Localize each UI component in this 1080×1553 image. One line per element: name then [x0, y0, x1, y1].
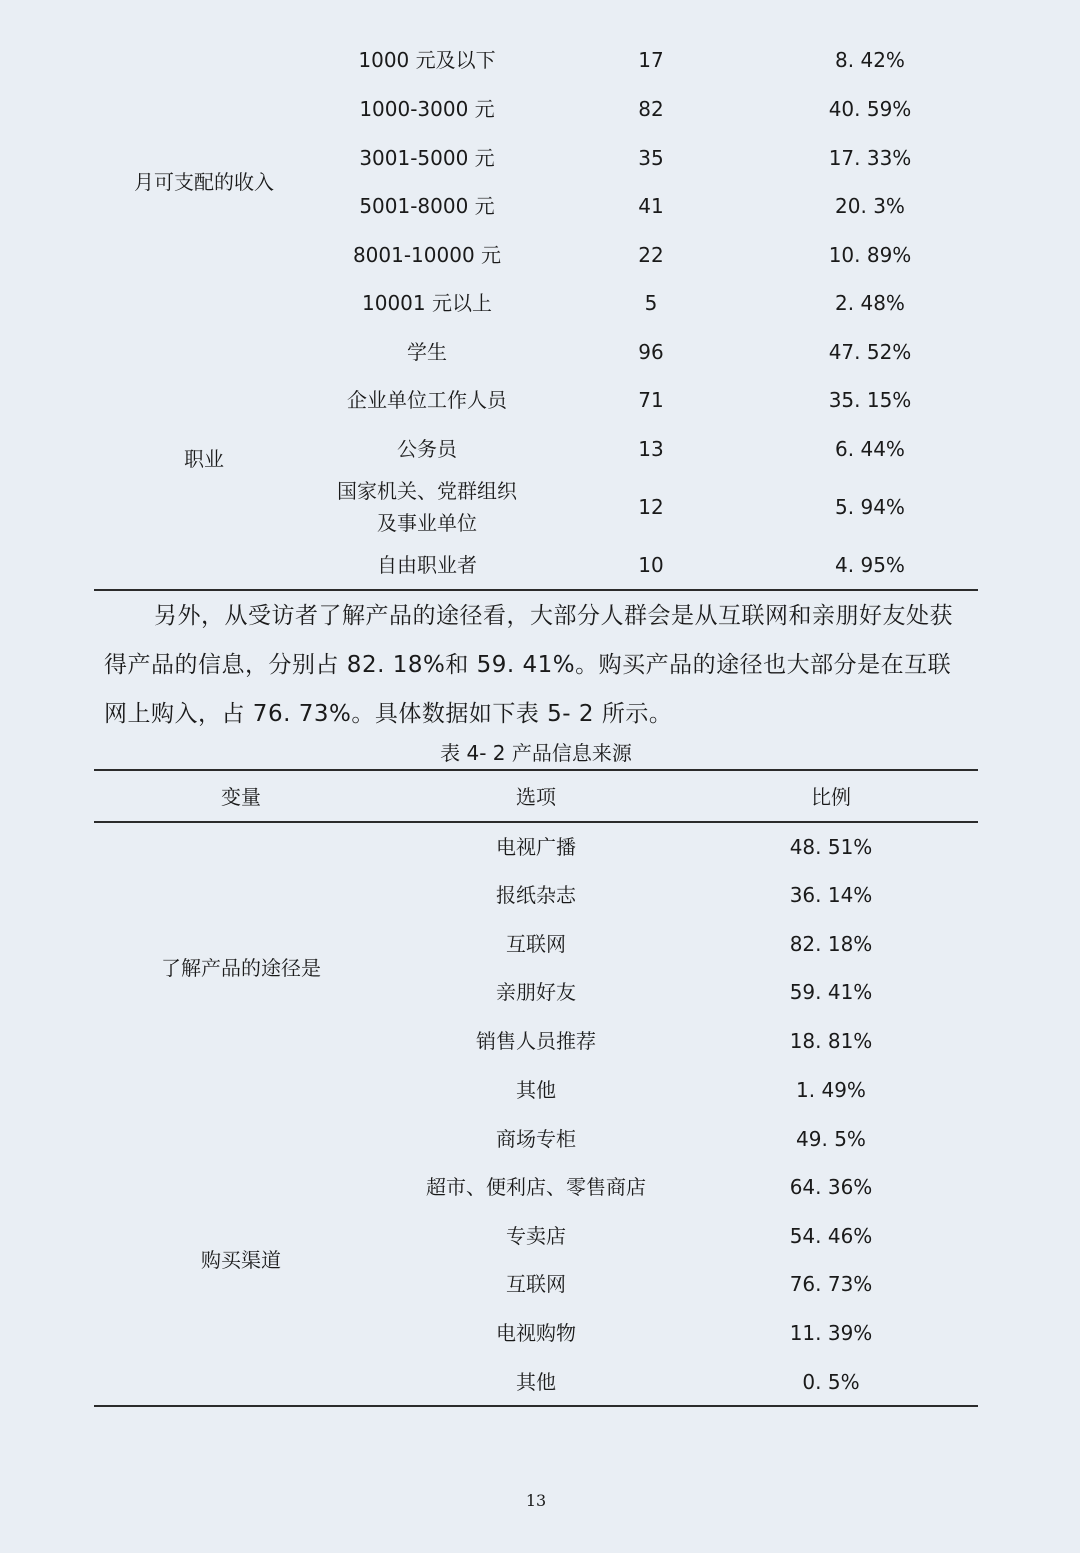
- row-count: 22: [638, 243, 664, 267]
- row-percent: 47. 52%: [828, 340, 912, 364]
- row-option: 报纸杂志: [496, 883, 576, 907]
- row-option: 亲朋好友: [496, 980, 576, 1004]
- row-option: 8001-10000 元: [352, 243, 502, 267]
- group-label-source: 了解产品的途径是: [161, 956, 321, 980]
- column-header-ratio: 比例: [811, 785, 851, 809]
- row-option: 1000 元及以下: [358, 48, 496, 72]
- row-option: 商场专柜: [496, 1127, 576, 1151]
- row-count: 41: [638, 194, 664, 218]
- body-paragraph: 另外，从受访者了解产品的途径看，大部分人群会是从互联网和亲朋好友处获得产品的信息，分别占 82. 18%和 59. 41%。购买产品的途径也大部分是在互联网上购入，占 76. 73%。具体数据如下表 5- 2 所示。: [104, 603, 953, 727]
- row-option: 自由职业者: [377, 553, 477, 577]
- row-option: 10001 元以上: [362, 291, 492, 315]
- group-label-income: 月可支配的收入: [134, 170, 274, 194]
- row-percent: 54. 46%: [789, 1224, 873, 1248]
- group-label-purchase: 购买渠道: [201, 1248, 281, 1272]
- row-percent: 49. 5%: [796, 1127, 866, 1151]
- row-percent: 64. 36%: [789, 1175, 873, 1199]
- row-option: 公务员: [397, 437, 457, 461]
- row-option: 国家机关、党群组织 及事业单位: [337, 479, 517, 535]
- row-percent: 35. 15%: [828, 388, 912, 412]
- row-percent: 4. 95%: [835, 553, 905, 577]
- table-caption: 表 4- 2 产品信息来源: [440, 741, 632, 765]
- row-percent: 1. 49%: [796, 1078, 866, 1102]
- row-count: 96: [638, 340, 664, 364]
- row-percent: 76. 73%: [789, 1272, 873, 1296]
- row-option: 其他: [516, 1078, 556, 1102]
- row-option: 3001-5000 元: [359, 146, 495, 170]
- row-percent: 11. 39%: [789, 1321, 873, 1345]
- row-percent: 40. 59%: [828, 97, 912, 121]
- page-number: 13: [525, 1491, 547, 1510]
- column-header-option: 选项: [516, 785, 556, 809]
- row-percent: 10. 89%: [828, 243, 912, 267]
- row-percent: 0. 5%: [802, 1370, 860, 1394]
- row-count: 82: [638, 97, 664, 121]
- table-header-rule: [94, 821, 978, 823]
- row-percent: 20. 3%: [835, 194, 905, 218]
- row-option: 互联网: [506, 932, 566, 956]
- row-option: 超市、便利店、零售商店: [426, 1175, 646, 1199]
- row-option: 5001-8000 元: [359, 194, 495, 218]
- group-label-occupation: 职业: [184, 447, 224, 471]
- row-count: 5: [644, 291, 658, 315]
- column-header-variable: 变量: [221, 785, 261, 809]
- row-percent: 8. 42%: [835, 48, 905, 72]
- row-percent: 5. 94%: [835, 495, 905, 519]
- row-percent: 18. 81%: [789, 1029, 873, 1053]
- row-percent: 36. 14%: [789, 883, 873, 907]
- row-option: 电视广播: [496, 835, 576, 859]
- row-percent: 48. 51%: [789, 835, 873, 859]
- row-option: 专卖店: [506, 1224, 566, 1248]
- row-percent: 17. 33%: [828, 146, 912, 170]
- row-count: 13: [638, 437, 664, 461]
- row-option: 电视购物: [496, 1321, 576, 1345]
- row-count: 71: [638, 388, 664, 412]
- row-option: 其他: [516, 1370, 556, 1394]
- row-percent: 2. 48%: [835, 291, 905, 315]
- row-percent: 59. 41%: [789, 980, 873, 1004]
- row-option: 互联网: [506, 1272, 566, 1296]
- row-option: 1000-3000 元: [359, 97, 495, 121]
- row-option: 企业单位工作人员: [347, 388, 507, 412]
- row-percent: 6. 44%: [835, 437, 905, 461]
- row-count: 10: [638, 553, 664, 577]
- row-count: 12: [638, 495, 664, 519]
- row-count: 35: [638, 146, 664, 170]
- table-bottom-rule: [94, 1405, 978, 1407]
- row-option: 学生: [407, 340, 447, 364]
- table-bottom-rule: [94, 589, 978, 591]
- row-option: 销售人员推荐: [476, 1029, 596, 1053]
- row-percent: 82. 18%: [789, 932, 873, 956]
- row-count: 17: [638, 48, 664, 72]
- table-top-rule: [94, 769, 978, 771]
